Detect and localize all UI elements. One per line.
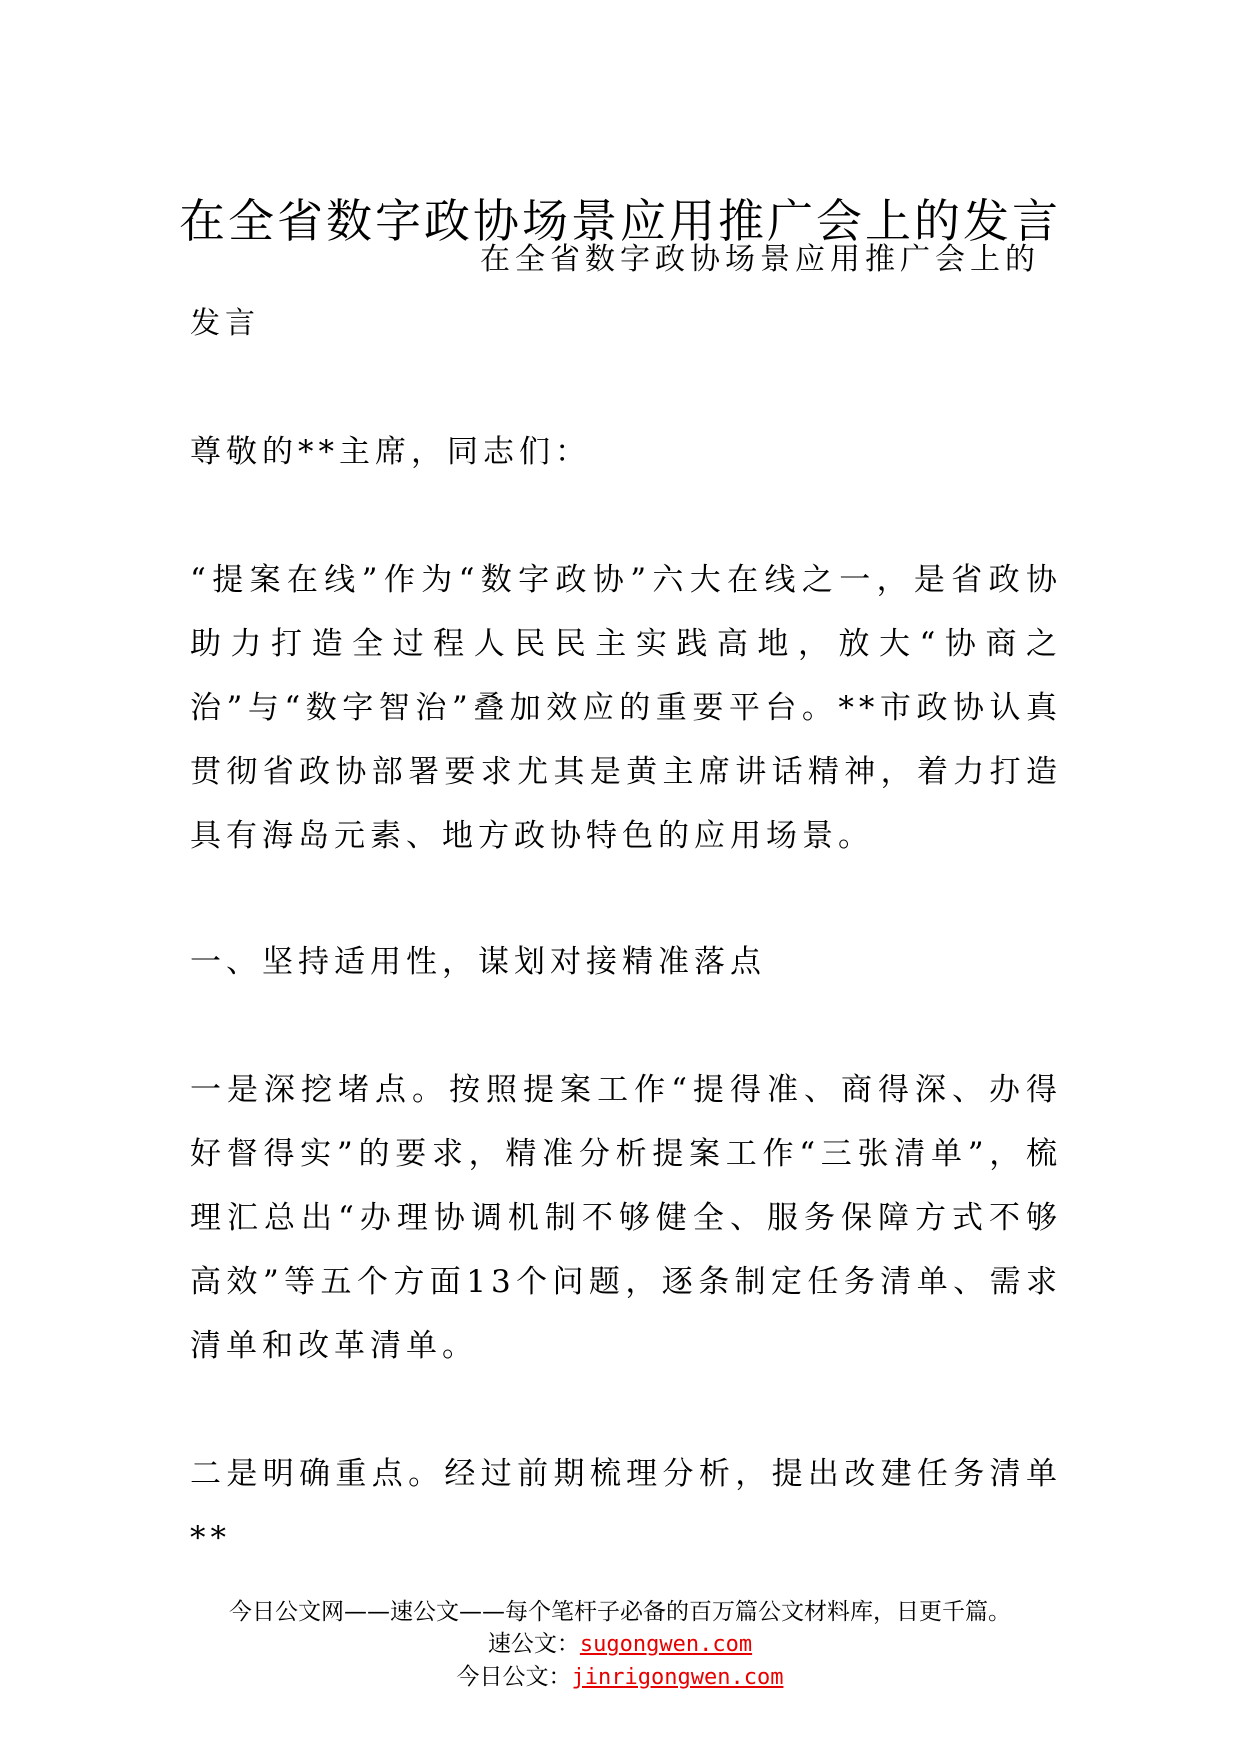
point-1-paragraph: 一是深挖堵点。按照提案工作“提得准、商得深、办得好督得实”的要求，精准分析提案工作“三张清单”，梳理汇总出“办理协调机制不够健全、服务保障方式不够高效”等五个方面13个问题，逐条制定任务清单、需求清单和改革清单。 <box>190 1072 1062 1364</box>
footer-sugongwen-line <box>0 1628 1240 1661</box>
greeting-paragraph: 尊敬的**主席，同志们： <box>190 434 591 470</box>
footer-jinrigongwen-label: 今日公文： <box>456 1664 572 1690</box>
sugongwen-link[interactable]: sugongwen.com <box>579 1632 753 1657</box>
document-title: 在全省数字政协场景应用推广会上的发言 <box>179 193 1061 248</box>
footer-sugongwen-label: 速公文： <box>487 1631 580 1657</box>
document-subtitle: 在全省数字政协场景应用推广会上的发言 <box>190 242 1040 341</box>
footer-jinrigongwen-line <box>0 1661 1240 1694</box>
jinrigongwen-link[interactable]: jinrigongwen.com <box>571 1665 784 1690</box>
intro-paragraph: “提案在线”作为“数字政协”六大在线之一，是省政协助力打造全过程人民民主实践高地，放大“协商之治”与“数字智治”叠加效应的重要平台。**市政协认真贯彻省政协部署要求尤其是黄主席讲话精神，着力打造具有海岛元素、地方政协特色的应用场景。 <box>190 562 1062 854</box>
section-heading-1: 一、坚持适用性，谋划对接精准落点 <box>190 944 766 980</box>
point-2-paragraph: 二是明确重点。经过前期梳理分析，提出改建任务清单** <box>190 1456 1062 1556</box>
page-footer <box>0 1596 1240 1694</box>
footer-slogan: 今日公文网——速公文——每个笔杆子必备的百万篇公文材料库，日更千篇。 <box>229 1599 1011 1625</box>
